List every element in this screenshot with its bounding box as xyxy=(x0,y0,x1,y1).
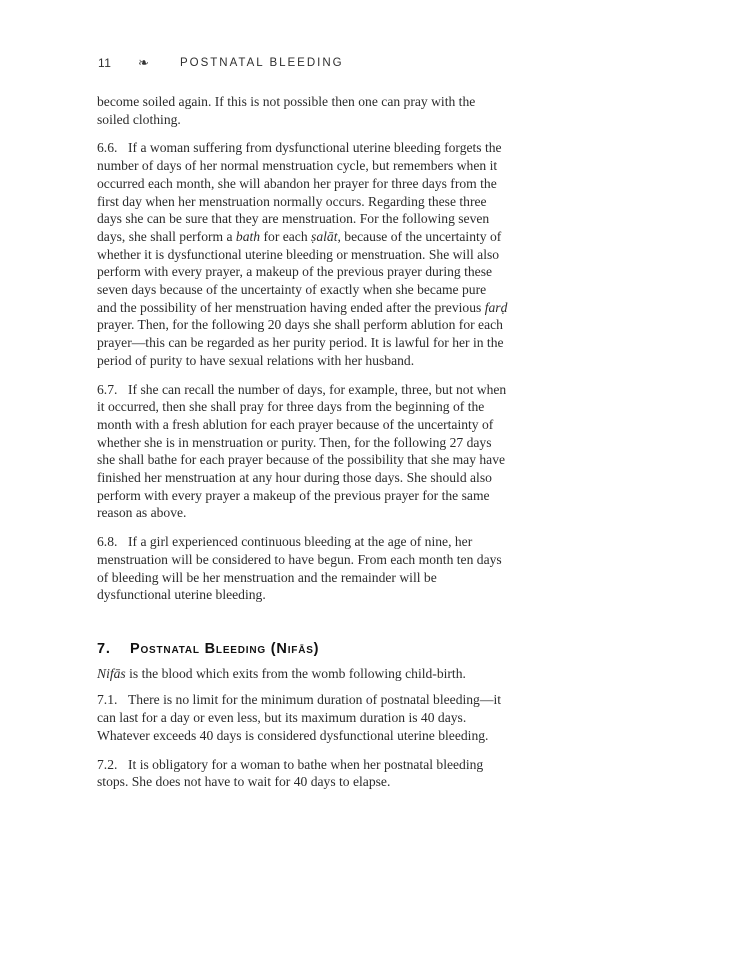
paragraph-number: 6.7. xyxy=(97,381,118,397)
paragraph-text: If a girl experienced continuous bleeding at the age of nine, her menstruation will be considered to have begun. From each month ten days of bleeding will be her menstruation and the remainder will be dysfunctional uterine bleeding. xyxy=(97,534,502,603)
section-number: 7. xyxy=(97,640,111,657)
running-head xyxy=(98,53,344,73)
paragraph-text: prayer. Then, for the following 20 days she shall perform ablution for each prayer—this can be regarded as her purity period. It is lawful for her in the period of purity to have sexual relations with her husband. xyxy=(97,317,504,368)
paragraph-text: , because of the uncertainty of whether it is dysfunctional uterine bleeding or menstruation. She will also perform with every prayer, a makeup of the previous prayer during these seven days because of the uncertainty of exactly when she became pure and the possibility of her menstruation having ended after the previous xyxy=(97,228,502,315)
paragraph-number: 7.1. xyxy=(97,692,118,708)
paragraph-6-6 xyxy=(97,139,509,369)
paragraph-text: for each xyxy=(260,228,312,244)
italic-term-fard: farḍ xyxy=(484,299,508,315)
body-text xyxy=(97,93,509,802)
paragraph-7-2 xyxy=(97,756,509,791)
paragraph-7-intro xyxy=(97,665,509,683)
continuation-paragraph xyxy=(97,93,509,128)
paragraph-text: If a woman suffering from dysfunctional uterine bleeding forgets the number of days of her normal menstruation cycle, but remembers when it occurred each month, she will abandon her prayer for three days from the first day when her menstruation normally occurs. Regarding these three days she can be sure that they are menstruation. For the following seven days, she shall perform a xyxy=(97,140,502,244)
paragraph-7-1 xyxy=(97,691,509,744)
italic-term-salat: ṣalāt xyxy=(311,228,338,244)
paragraph-text: is the blood which exits from the womb following child-birth. xyxy=(125,665,466,681)
paragraph-text: If she can recall the number of days, for example, three, but not when it occurred, then she shall pray for three days from the beginning of the month with a fresh ablution for each prayer because of the uncertainty of whether she is in menstruation or purity. Then, for the following 27 days she shall bathe for each prayer because of the possibility that she may have finished her menstruation at any hour during those days. She should also perform with every prayer a makeup of the previous prayer for the same reason as above. xyxy=(97,381,507,521)
paragraph-6-8 xyxy=(97,533,509,604)
section-heading-7 xyxy=(97,641,509,659)
italic-term-bath: bath xyxy=(235,228,261,244)
paragraph-text: There is no limit for the minimum duration of postnatal bleeding—it can last for a day or even less, but its maximum duration is 40 days. Whatever exceeds 40 days is considered dysfunctional uterine bleeding. xyxy=(97,692,502,743)
running-head-title: POSTNATAL BLEEDING xyxy=(180,57,344,69)
paragraph-number: 6.8. xyxy=(97,534,118,550)
paragraph-text: It is obligatory for a woman to bathe when her postnatal bleeding stops. She does not have to wait for 40 days to elapse. xyxy=(97,756,484,790)
paragraph-text: become soiled again. If this is not possible then one can pray with the soiled clothing. xyxy=(97,94,476,127)
fleuron-ornament-icon: ❧ xyxy=(138,55,149,71)
italic-term-nifas: Nifās xyxy=(97,665,126,681)
paragraph-6-7 xyxy=(97,381,509,523)
paragraph-number: 7.2. xyxy=(97,756,118,772)
page-number: 11 xyxy=(98,56,112,70)
paragraph-number: 6.6. xyxy=(97,140,118,156)
section-title: Postnatal Bleeding (Nifās) xyxy=(130,640,320,657)
